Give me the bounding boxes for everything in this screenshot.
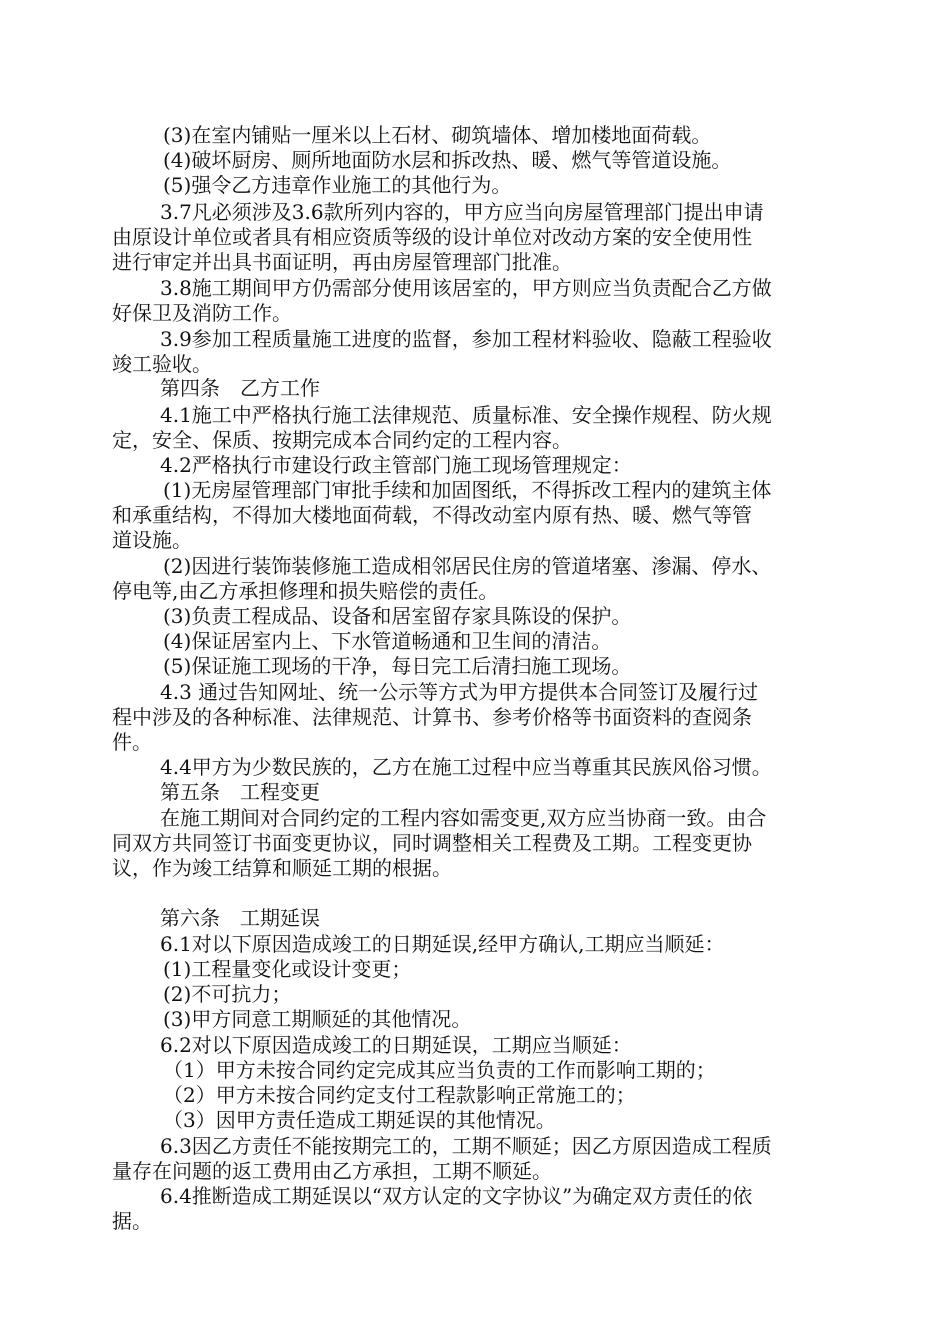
text-line: (1)无房屋管理部门审批手续和加固图纸，不得拆改工程内的建筑主体 bbox=[163, 478, 772, 502]
text-line: 停电等,由乙方承担修理和损失赔偿的责任。 bbox=[112, 579, 499, 603]
text-line: 4.3 通过告知网址、统一公示等方式为甲方提供本合同签订及履行过 bbox=[160, 680, 759, 704]
text-line: 好保卫及消防工作。 bbox=[112, 301, 292, 325]
text-line: 量存在问题的返工费用由乙方承担，工期不顺延。 bbox=[112, 1159, 552, 1183]
text-line: 在施工期间对合同约定的工程内容如需变更,双方应当协商一致。由合 bbox=[160, 806, 767, 830]
text-line: 和承重结构，不得加大楼地面荷载，不得改动室内原有热、暖、燃气等管 bbox=[112, 503, 752, 527]
text-line: 议，作为竣工结算和顺延工期的根据。 bbox=[112, 856, 452, 880]
text-line: (3)甲方同意工期顺延的其他情况。 bbox=[163, 1007, 472, 1031]
text-line: 由原设计单位或者具有相应资质等级的设计单位对改动方案的安全使用性 bbox=[112, 225, 752, 249]
text-line: 4.4甲方为少数民族的，乙方在施工过程中应当尊重其民族风俗习惯。 bbox=[160, 755, 772, 779]
text-line: (5)强令乙方违章作业施工的其他行为。 bbox=[163, 173, 512, 197]
text-line: (5)保证施工现场的干净，每日完工后清扫施工现场。 bbox=[163, 654, 632, 678]
section-heading: 第四条 乙方工作 bbox=[160, 376, 320, 400]
text-line: 进行审定并出具书面证明，再由房屋管理部门批准。 bbox=[112, 250, 572, 274]
text-line: 竣工验收。 bbox=[112, 352, 212, 376]
text-line: 6.2对以下原因造成竣工的日期延误，工期应当顺延： bbox=[160, 1033, 632, 1057]
text-line: 3.8施工期间甲方仍需部分使用该居室的，甲方则应当负责配合乙方做 bbox=[160, 276, 772, 300]
text-line: 件。 bbox=[112, 730, 152, 754]
text-line: (3)负责工程成品、设备和居室留存家具陈设的保护。 bbox=[163, 604, 632, 628]
text-line: （3）因甲方责任造成工期延误的其他情况。 bbox=[163, 1108, 556, 1132]
text-line: 4.2严格执行市建设行政主管部门施工现场管理规定： bbox=[160, 453, 632, 477]
text-line: (2)不可抗力； bbox=[163, 982, 292, 1006]
text-line: 3.7凡必须涉及3.6款所列内容的，甲方应当向房屋管理部门提出申请 bbox=[160, 200, 764, 224]
text-line: 4.1施工中严格执行施工法律规范、质量标准、安全操作规程、防火规 bbox=[160, 403, 772, 427]
text-line: 3.9参加工程质量施工进度的监督，参加工程材料验收、隐蔽工程验收 bbox=[160, 327, 772, 351]
text-line: （2）甲方未按合同约定支付工程款影响正常施工的； bbox=[163, 1083, 636, 1107]
text-line: (4)保证居室内上、下水管道畅通和卫生间的清洁。 bbox=[163, 629, 612, 653]
text-line: （1）甲方未按合同约定完成其应当负责的工作而影响工期的； bbox=[163, 1058, 716, 1082]
text-line: (2)因进行装饰装修施工造成相邻居民住房的管道堵塞、渗漏、停水、 bbox=[163, 554, 772, 578]
text-line: 6.4推断造成工期延误以“双方认定的文字协议”为确定双方责任的依 bbox=[160, 1184, 753, 1208]
text-line: (4)破坏厨房、厕所地面防水层和拆改热、暖、燃气等管道设施。 bbox=[163, 148, 732, 172]
text-line: 定，安全、保质、按期完成本合同约定的工程内容。 bbox=[112, 428, 572, 452]
text-line: 6.3因乙方责任不能按期完工的，工期不顺延；因乙方原因造成工程质 bbox=[160, 1134, 772, 1158]
text-line: 6.1对以下原因造成竣工的日期延误,经甲方确认,工期应当顺延： bbox=[160, 932, 725, 956]
text-line: (3)在室内铺贴一厘米以上石材、砌筑墙体、增加楼地面荷载。 bbox=[163, 123, 712, 147]
text-line: (1)工程量变化或设计变更； bbox=[163, 957, 412, 981]
section-heading: 第五条 工程变更 bbox=[160, 780, 320, 804]
text-line: 同双方共同签订书面变更协议，同时调整相关工程费及工期。工程变更协 bbox=[112, 831, 752, 855]
text-line: 道设施。 bbox=[112, 528, 192, 552]
text-line: 据。 bbox=[112, 1209, 152, 1233]
text-line: 程中涉及的各种标准、法律规范、计算书、参考价格等书面资料的查阅条 bbox=[112, 705, 752, 729]
section-heading: 第六条 工期延误 bbox=[160, 906, 320, 930]
